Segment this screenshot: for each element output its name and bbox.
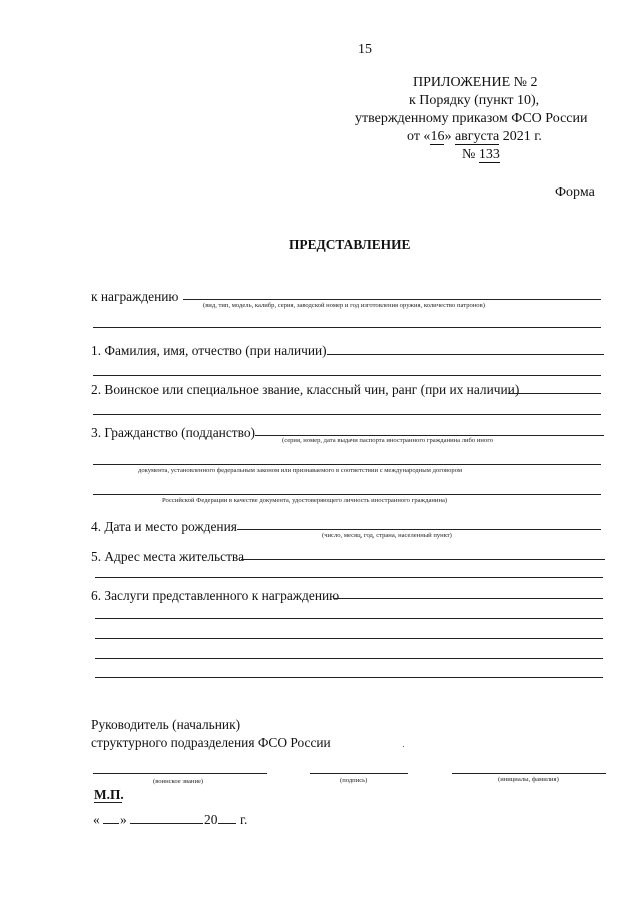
appendix-date: от «16» августа 2021 г.: [407, 129, 542, 144]
date-year-prefix: 20: [204, 812, 218, 827]
address-input-line-2[interactable]: [95, 577, 603, 578]
appendix-approved-by: утвержденному приказом ФСО России: [355, 111, 588, 126]
award-input-line-2[interactable]: [93, 327, 601, 328]
merits-input-line[interactable]: [334, 598, 603, 599]
citizenship-input-line-3[interactable]: [93, 494, 601, 495]
address-label: 5. Адрес места жительства: [91, 549, 245, 564]
appendix-number: № 133: [462, 147, 500, 162]
head-title-line-1: Руководитель (начальник): [91, 717, 241, 732]
award-hint: (вид, тип, модель, калибр, серия, заводской номер и год изготовления оружия, количество патронов): [203, 302, 485, 309]
page-number: 15: [358, 42, 372, 57]
citizenship-hint-1: (серия, номер, дата выдачи паспорта иностранного гражданина либо иного: [282, 437, 494, 444]
form-label: Форма: [555, 185, 595, 200]
date-year-line[interactable]: [218, 823, 236, 824]
name-input-line[interactable]: [327, 354, 604, 355]
appendix-date-month: августа: [454, 129, 500, 144]
appendix-title: ПРИЛОЖЕНИЕ № 2: [413, 75, 538, 90]
rank-label: 2. Воинское или специальное звание, классный чин, ранг (при их наличии): [91, 382, 520, 397]
merits-input-line-5[interactable]: [95, 677, 603, 678]
head-title-line-2: структурного подразделения ФСО России: [91, 735, 331, 750]
name-input-line-2[interactable]: [93, 375, 601, 376]
birth-input-line[interactable]: [237, 529, 601, 530]
rank-input-line-2[interactable]: [93, 414, 601, 415]
birth-label: 4. Дата и место рождения: [91, 519, 237, 534]
signature-hint: (подпись): [340, 777, 368, 784]
citizenship-input-line-2[interactable]: [93, 464, 601, 465]
award-input-line[interactable]: [183, 299, 601, 300]
merits-input-line-4[interactable]: [95, 658, 603, 659]
date-year-suffix: г.: [240, 812, 248, 827]
initials-line[interactable]: [452, 773, 606, 774]
citizenship-input-line[interactable]: [255, 435, 604, 436]
rank-input-line[interactable]: [508, 393, 601, 394]
date-day-line[interactable]: [103, 823, 119, 824]
date-close-quote: »: [120, 812, 127, 827]
date-month-line[interactable]: [130, 823, 203, 824]
birth-hint: (число, месяц, год, страна, населенный пункт): [322, 532, 452, 539]
rank-sign-line[interactable]: [93, 773, 267, 774]
rank-hint: (воинское звание): [153, 778, 204, 785]
merits-label: 6. Заслуги представленного к награждению: [91, 588, 340, 603]
signature-line[interactable]: [310, 773, 408, 774]
speck: [403, 746, 404, 747]
appendix-order-ref: к Порядку (пункт 10),: [409, 93, 540, 108]
citizenship-hint-3: Российской Федерации в качестве документа, удостоверяющего личность иностранного гражданина): [162, 497, 448, 504]
appendix-date-day: 16: [430, 129, 445, 144]
name-label: 1. Фамилия, имя, отчество (при наличии): [91, 343, 327, 358]
seal-underline: [94, 802, 122, 803]
appendix-number-value: 133: [478, 147, 500, 162]
citizenship-label: 3. Гражданство (подданство): [91, 425, 256, 440]
address-input-line[interactable]: [241, 559, 605, 560]
merits-input-line-3[interactable]: [95, 638, 603, 639]
award-label: к награждению: [91, 289, 179, 304]
document-title: ПРЕДСТАВЛЕНИЕ: [289, 237, 411, 252]
merits-input-line-2[interactable]: [95, 618, 603, 619]
seal-label: М.П.: [94, 787, 124, 802]
initials-hint: (инициалы, фамилия): [498, 776, 559, 783]
citizenship-hint-2: документа, установленного федеральным законом или признаваемого в соответствии с международным договором: [138, 467, 463, 474]
date-open-quote: «: [93, 812, 100, 827]
